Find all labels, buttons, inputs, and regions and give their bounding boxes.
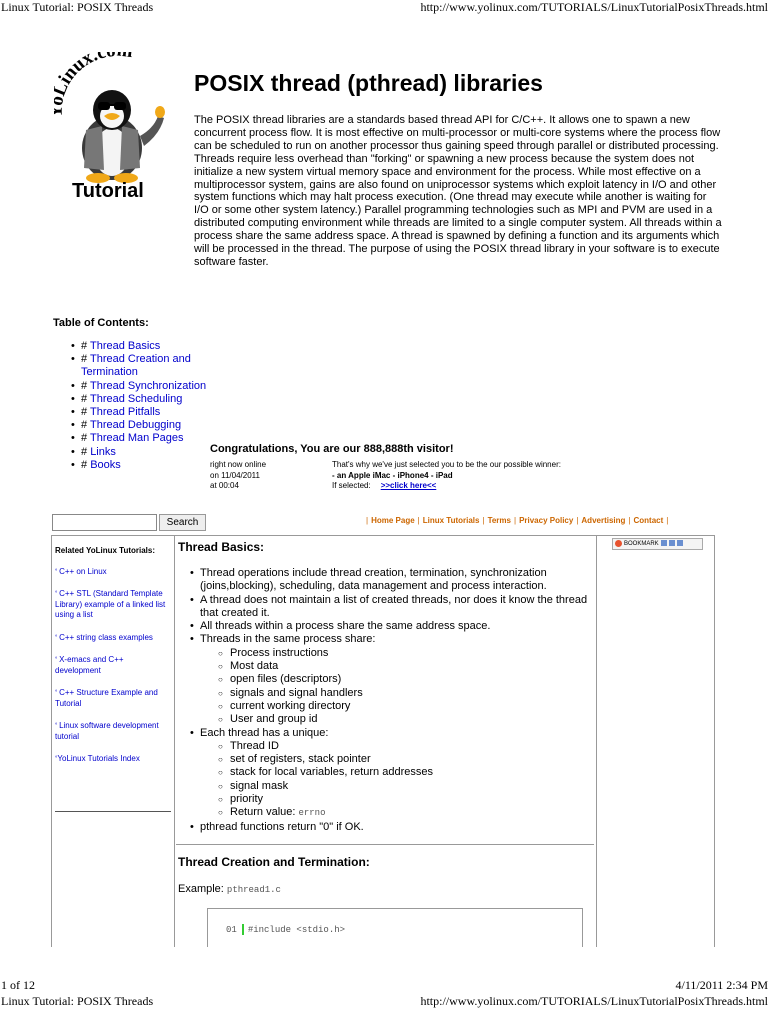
list-item: ○ stack for local variables, return addresses [200,766,593,779]
related-heading: Related YoLinux Tutorials: [55,546,156,555]
bullet-icon: ° [55,568,60,575]
code-gutter-bar [242,924,244,935]
nav-separator: | [666,516,669,525]
list-item: ○ signal mask [200,780,593,793]
example-label: Example: [178,883,227,895]
nav-privacy-policy[interactable]: Privacy Policy [519,516,574,525]
toc-link-thread-debugging[interactable]: Thread Debugging [89,419,182,432]
return-value-label: Return value: [230,806,299,819]
list-item: • pthread functions return "0" if OK. [178,821,593,834]
toc-item[interactable] [71,419,211,432]
nav-home-page[interactable]: Home Page [371,516,415,525]
toc-heading: Table of Contents: [53,317,149,329]
logo-top-text: inux.c [54,52,109,88]
bullet-icon: ° [55,591,60,597]
print-footer-next-header [0,994,768,1008]
toc-list [71,340,211,472]
column-divider [596,535,597,947]
unique-items-list [200,740,593,821]
list-item-text: Threads in the same process share: [200,633,376,646]
bullet-icon: ° [55,634,60,641]
print-datetime: 4/11/2011 2:34 PM [675,978,768,992]
nav-separator: | [513,516,517,525]
toc-prefix: # [81,419,90,432]
nav-separator: | [482,516,485,525]
list-item [200,806,593,820]
yolinux-logo[interactable] [54,52,176,200]
nav-separator: | [417,516,420,525]
column-divider [174,535,175,947]
list-item: ○ Process instructions [200,647,593,660]
toc-item[interactable] [71,406,211,419]
toc-prefix: # [81,458,91,471]
nav-separator: | [576,516,579,525]
ad-online-line: right now online [210,460,267,469]
toc-item[interactable] [71,380,211,393]
toc-prefix: # [81,406,90,419]
related-link[interactable]: ° X-emacs and C++ development [55,655,124,675]
related-tutorials [55,546,171,777]
list-item: • A thread does not maintain a list of created threads, nor does it know the thread that created it. [178,594,593,621]
example-filename: pthread1.c [226,885,281,895]
page-title: POSIX thread (pthread) libraries [194,70,543,96]
top-nav [363,516,671,525]
list-item [178,633,593,726]
thread-basics-list [178,567,593,834]
share-icon [661,540,667,546]
print-header-url: http://www.yolinux.com/TUTORIALS/LinuxTutorialPosixThreads.html [420,0,768,14]
nav-contact[interactable]: Contact [633,516,664,525]
main-content [178,540,593,834]
nav-advertising[interactable]: Advertising [581,516,626,525]
nav-linux-tutorials[interactable]: Linux Tutorials [422,516,480,525]
toc-link-thread-synchronization[interactable]: Thread Synchronization [89,379,207,392]
list-item: ○ Most data [200,660,593,673]
list-item: ○ current working directory [200,700,593,713]
related-link[interactable]: ° C++ on Linux [55,566,107,576]
toc-prefix: # [81,379,90,392]
bookmark-icon [615,540,622,547]
print-footer-title: Linux Tutorial: POSIX Threads [1,994,154,1008]
code-line-number: 01 [226,924,237,935]
list-item: • Thread operations include thread creation, termination, synchronization (joins,blocking), scheduling, data management and process interaction. [178,567,593,594]
toc-link-thread-basics[interactable]: Thread Basics [89,340,161,352]
toc-prefix: # [81,392,90,405]
list-item: ○ set of registers, stack pointer [200,753,593,766]
toc-link-thread-scheduling[interactable]: Thread Scheduling [89,392,183,405]
code-line [226,924,345,935]
example-line [178,883,281,895]
toc-item[interactable] [71,393,211,406]
nav-terms[interactable]: Terms [487,516,511,525]
toc-link-thread-man-pages[interactable]: Thread Man Pages [89,432,184,445]
bullet-icon: ° [55,657,60,663]
toc-item[interactable] [71,459,211,472]
ad-prize-line: - an Apple iMac - iPhone4 - iPad [332,470,453,480]
list-item: ○ User and group id [200,713,593,726]
ad-selected-line [332,481,561,492]
related-link[interactable]: ° Linux software development tutorial [55,721,159,741]
bookmark-button[interactable] [612,538,703,550]
ad-online-info [210,460,266,492]
print-header-title: Linux Tutorial: POSIX Threads [1,0,154,14]
bullet-icon: ° [55,690,60,696]
shared-items-list [200,647,593,727]
search-input[interactable] [52,514,157,531]
list-item: • All threads within a process share the same address space. [178,620,593,633]
toc-link-thread-creation[interactable]: Thread Creation and Termination [81,353,191,379]
code-line-text: #include <stdio.h> [247,924,346,935]
ad-winner-info [332,460,561,492]
bullet-icon: ° [55,756,58,762]
related-divider [55,811,171,812]
ad-winner-line: That's why we've just selected you to be the our possible winner: [332,460,561,469]
list-item-text: Each thread has a unique: [200,726,329,739]
page-number: 1 of 12 [1,978,35,992]
toc-item[interactable] [71,353,211,379]
ad-online-line: at 00:04 [210,481,239,490]
bookmark-label: BOOKMARK [624,541,659,547]
list-item [178,727,593,821]
nav-separator: | [628,516,631,525]
ad-click-here-link[interactable]: >>click here<< [380,481,437,490]
logo-bottom-text: Tutorial [72,180,144,200]
share-icon [669,540,675,546]
ad-congrats-heading: Congratulations, You are our 888,888th visitor! [210,443,454,455]
section-divider [176,844,594,845]
list-item: ○ open files (descriptors) [200,673,593,686]
nav-separator: | [366,516,369,525]
section-title-thread-basics: Thread Basics: [178,540,265,554]
intro-paragraph: The POSIX thread libraries are a standards based thread API for C/C++. It allows one to spawn a new concurrent process flow. It is most effective on multi-processor or multi-core systems where the process flow can be scheduled to run on another processor thus gaining speed through parallel or distributed processing. Threads require less overhead than "forking" or spawning a new process because the system does not initialize a new system virtual memory space and environment for the process. While most effective on a multiprocessor system, gains are also found on uniprocessor systems which exploit latency in I/O and other system functions which may halt process execution. (One thread may execute while another is waiting for I/O or some other system latency.) Parallel programming technologies such as MPI and PVM are used in a distributed computing environment while threads are limited to a single computer system. All threads within a process share the same address space. A thread is spawned by defining a function and its arguments which will be processed in the thread. The purpose of using the POSIX thread library in your software is to execute software faster. [194,114,722,268]
share-icon [677,540,683,546]
ad-online-line: on 11/04/2011 [210,470,260,480]
toc-item[interactable] [71,340,211,353]
toc-prefix: # [81,353,90,366]
related-link[interactable]: ° C++ Structure Example and Tutorial [55,688,158,708]
related-link[interactable]: °YoLinux Tutorials Index [55,754,140,763]
toc-link-links[interactable]: Links [90,445,116,458]
toc-item[interactable] [71,432,211,445]
return-value-code: errno [298,808,326,819]
toc-item[interactable] [71,446,211,459]
print-header [0,0,768,14]
bullet-icon: ° [55,723,60,729]
tux-logo-icon [54,52,176,200]
print-footer [0,978,768,992]
list-item: ○ priority [200,793,593,806]
related-link[interactable]: ° C++ string class examples [55,632,153,642]
ad-selected-label: If selected: [332,481,371,490]
search-button[interactable]: Search [159,514,206,531]
toc-prefix: # [81,432,90,445]
list-item: ○ Thread ID [200,740,593,753]
print-footer-url: http://www.yolinux.com/TUTORIALS/LinuxTutorialPosixThreads.html [420,994,768,1008]
toc-link-books[interactable]: Books [90,458,121,471]
related-link[interactable]: ° C++ STL (Standard Template Library) example of a linked list using a list [55,589,166,619]
toc-link-thread-pitfalls[interactable]: Thread Pitfalls [89,406,161,419]
section-title-thread-creation: Thread Creation and Termination: [178,855,370,869]
toc-prefix: # [81,445,91,458]
toc-prefix: # [81,340,90,352]
list-item: ○ signals and signal handlers [200,687,593,700]
